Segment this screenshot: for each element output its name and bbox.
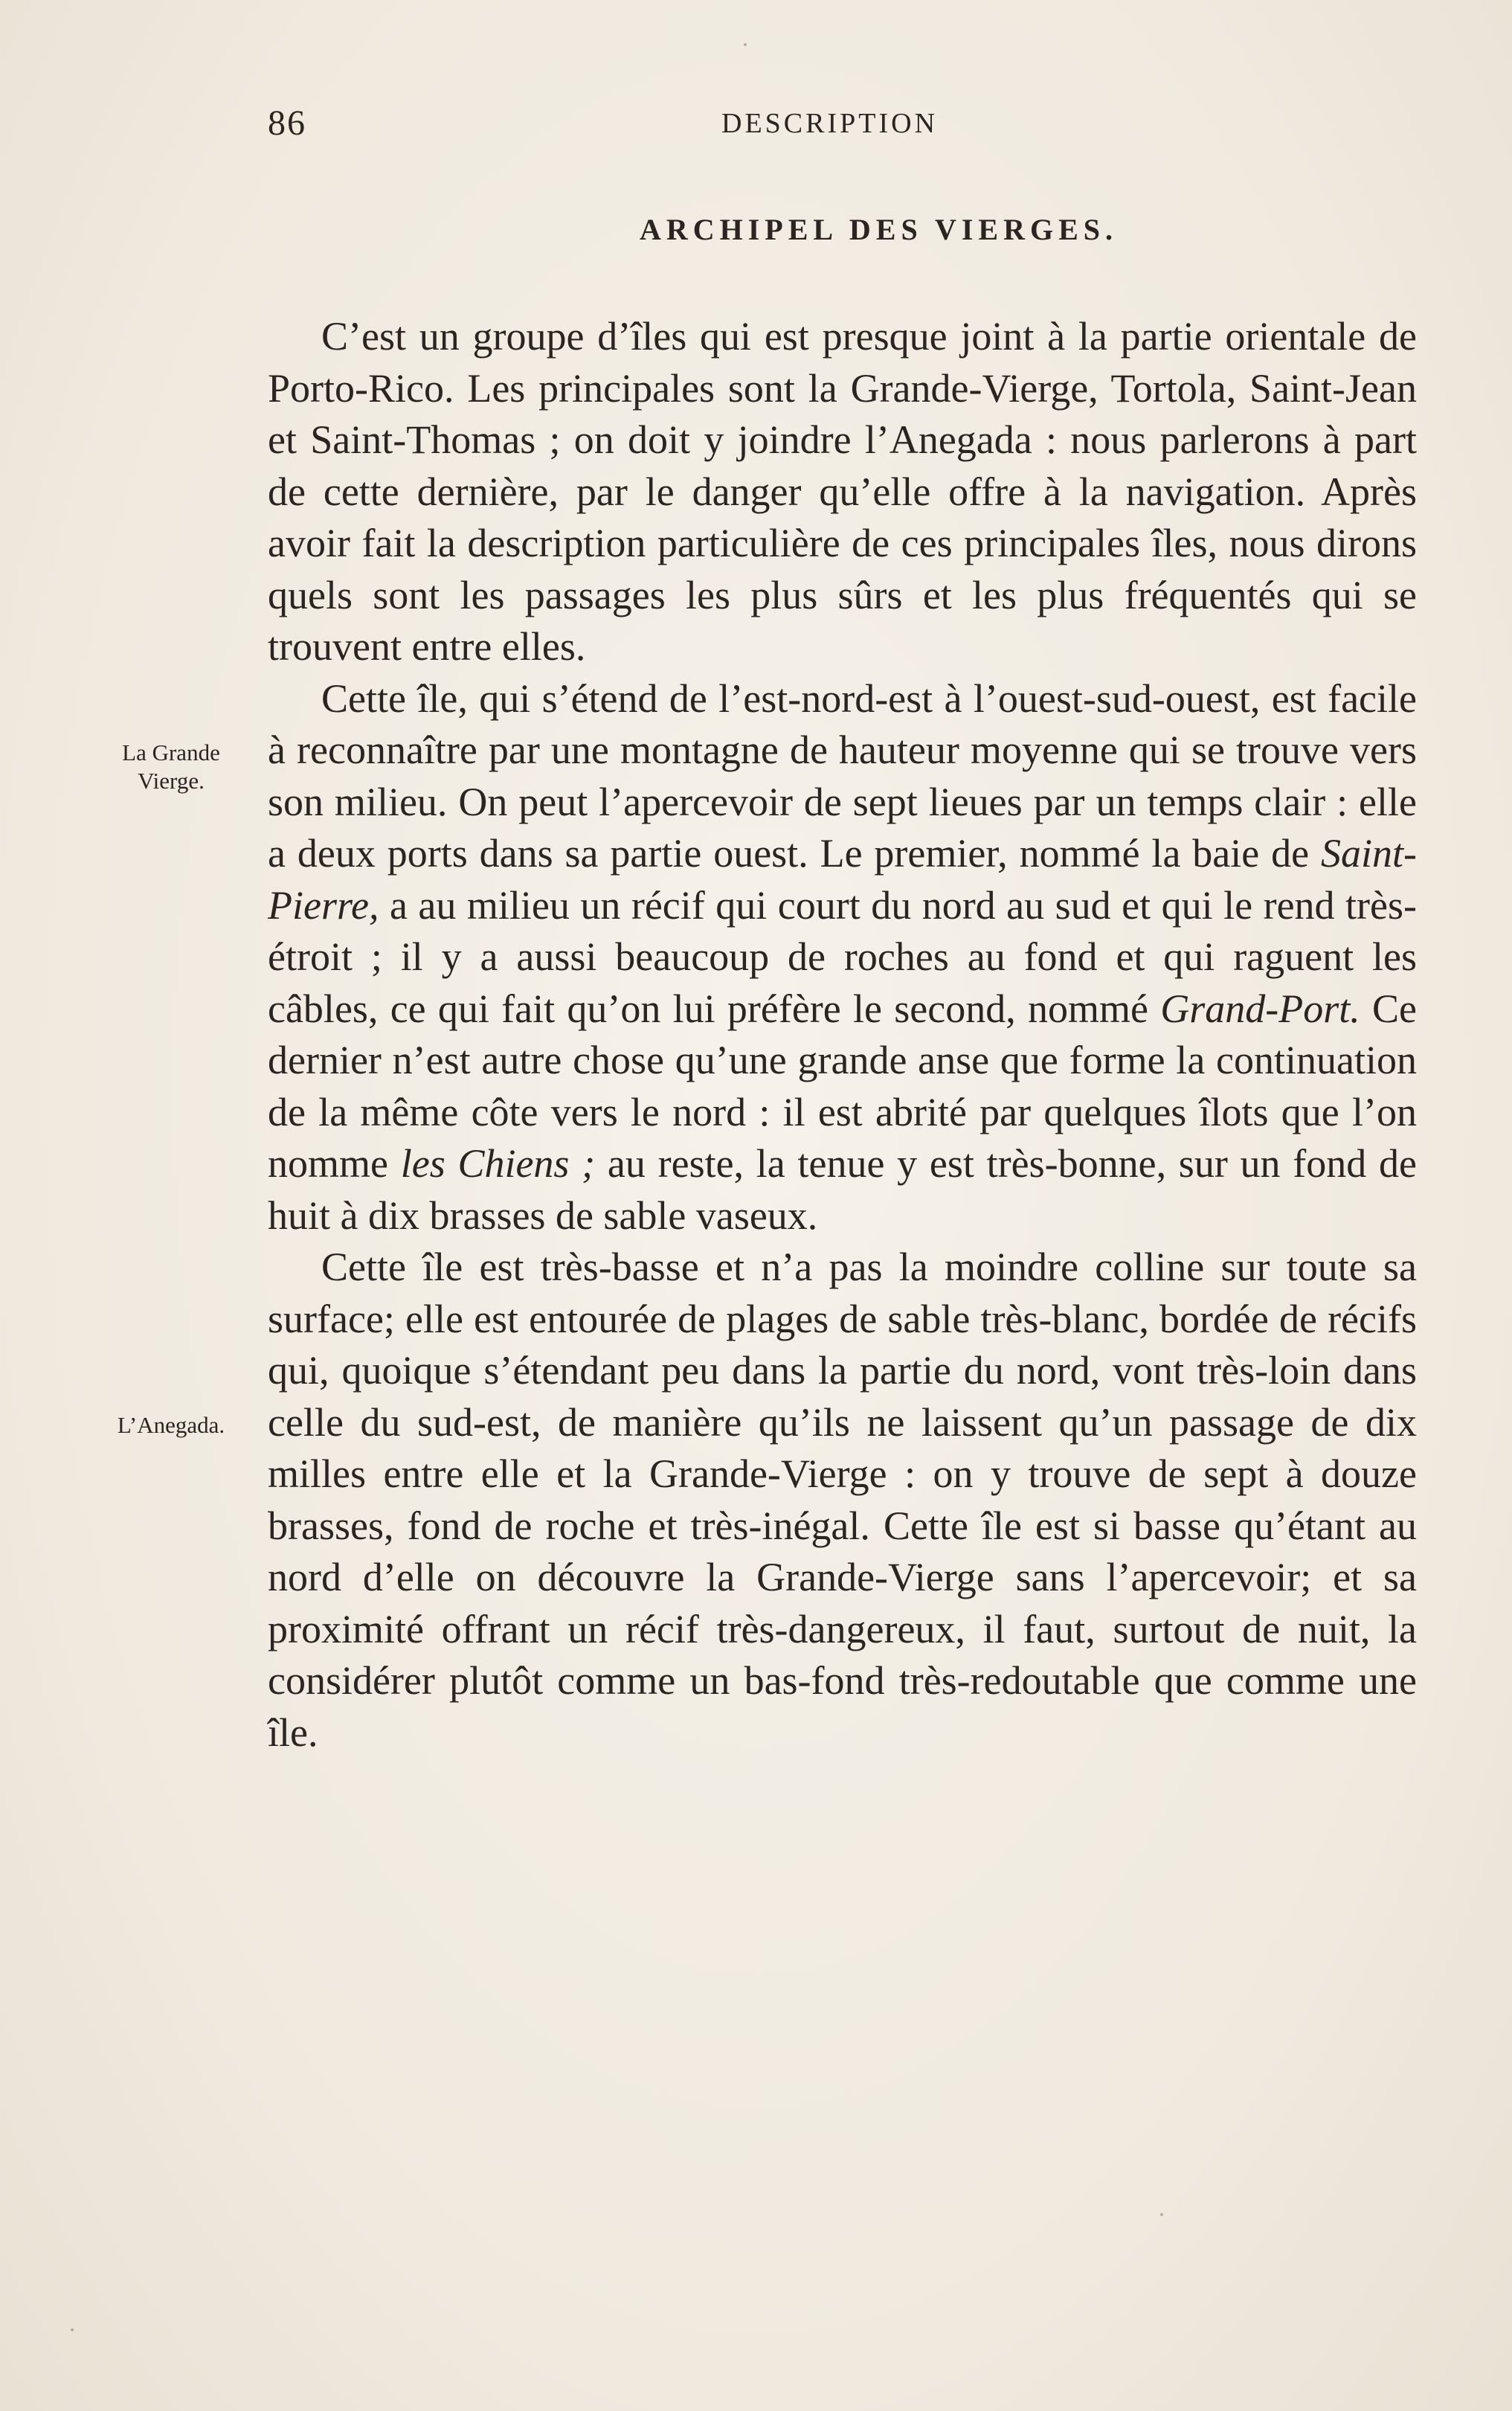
paragraph-text: Cette île est très-basse et n’a pas la moindre colline sur toute sa surface; elle est entourée de plages de sable très-blanc, bordée de récifs qui, quoique s’étendant peu dans la partie du nord, vont très-loin dans celle du sud-est, de manière qu’ils ne laissent qu’un passage de dix milles entre elle et la Grande-Vierge : on y trouve de sept à douze brasses, fond de roche et très-inégal. Cette île est si basse qu’étant au nord d’elle on découvre la Grande-Vierge sans l’apercevoir; et sa proximité offrant un récif très-dangereux, il faut, surtout de nuit, la considérer plutôt comme un bas-fond très-redoutable que comme une île.: [268, 1245, 1417, 1755]
paragraph-text: Ce dernier n’est autre chose qu’une grande anse que forme la continuation de la même côte vers le nord : il est abrité par quelques îlots que l’on nomme: [268, 986, 1417, 1186]
margin-note-grande-vierge: La Grande Vierge.: [122, 739, 220, 794]
paragraph-text: au reste, la tenue y est très-bonne, sur un fond de huit à dix brasses de sable vaseux.: [268, 1141, 1417, 1238]
place-name-saint-pierre: Saint-Pierre,: [268, 831, 1417, 928]
paragraph-text: C’est un groupe d’îles qui est presque joint à la partie orientale de Porto-Rico. Les principales sont la Grande-Vierge, Tortola, Saint-Jean et Saint-Thomas ; on doit y joindre l’Anegada : nous parlerons à part de cette dernière, par le danger qu’elle offre à la navigation. Après avoir fait la description particulière de ces principales îles, nous dirons quels sont les passages les plus sûrs et les plus fréquentés qui se trouvent entre elles.: [268, 314, 1417, 669]
paragraph-intro: [268, 311, 1417, 673]
page-number: 86: [268, 103, 306, 143]
paper-speck: [71, 2328, 74, 2331]
page-header: [268, 103, 1413, 147]
place-name-les-chiens: les Chiens ;: [400, 1141, 596, 1186]
paper-speck: [744, 43, 747, 46]
section-title: ARCHIPEL DES VIERGES.: [639, 213, 1119, 246]
paragraph-text: Cette île, qui s’étend de l’est-nord-est à l’ouest-sud-ouest, est facile à reconnaître par une montagne de hauteur moyenne qui se trouve vers son milieu. On peut l’apercevoir de sept lieues par un temps clair : elle a deux ports dans sa partie ouest. Le premier, nommé la baie de: [268, 675, 1417, 876]
paper-speck: [1160, 2213, 1163, 2216]
paragraph-anegada: [268, 1242, 1417, 1759]
paragraph-grande-vierge: [268, 673, 1417, 1242]
place-name-grand-port: Grand-Port.: [1160, 986, 1360, 1031]
paragraph-text: a au milieu un récif qui court du nord au sud et qui le rend très-étroit ; il y a aussi beaucoup de roches au fond et qui raguent les câbles, ce qui fait qu’on lui préfère le second, nommé: [268, 882, 1417, 1031]
running-head: DESCRIPTION: [721, 108, 939, 139]
margin-note-anegada: L’Anegada.: [117, 1412, 225, 1438]
body-text: [268, 311, 1417, 1759]
